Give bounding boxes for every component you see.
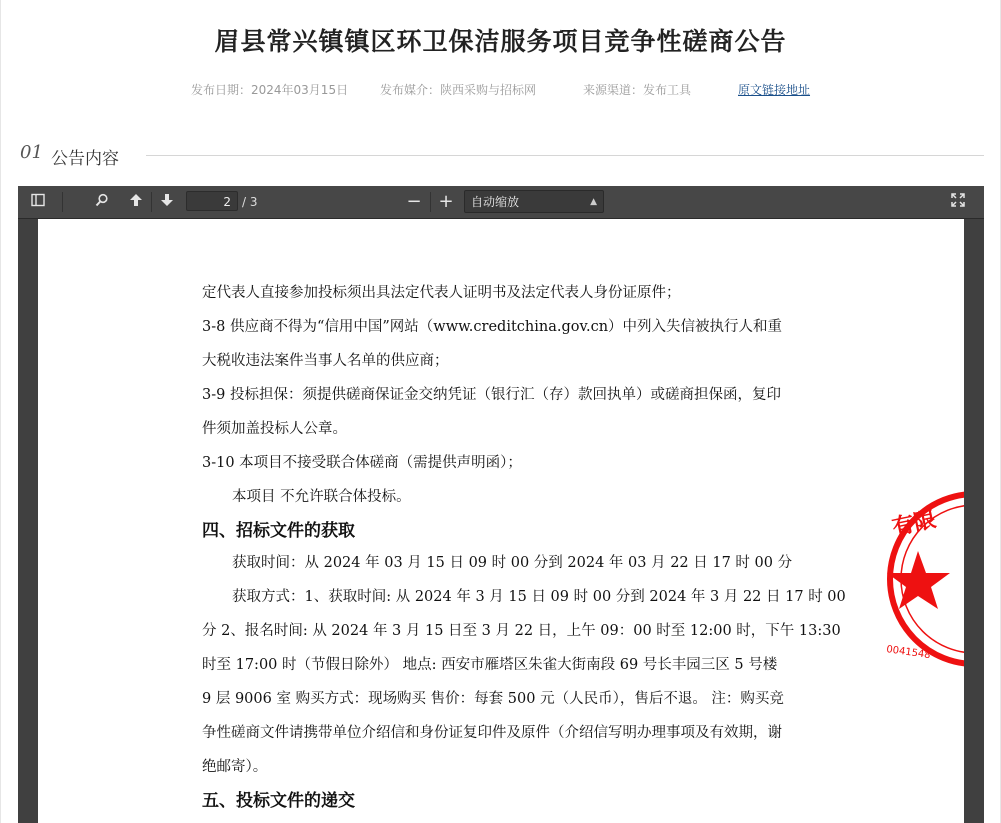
section-divider (146, 155, 984, 156)
section-label: 公告内容 (51, 149, 119, 169)
toolbar-divider (151, 192, 152, 212)
doc-line: 3-10 本项目不接受联合体磋商（需提供声明函）； (202, 455, 522, 471)
doc-line: 3-8 供应商不得为“信用中国”网站（www.creditchina.gov.cn）中列入失信被执行人和重 (202, 319, 783, 335)
toolbar-divider (62, 192, 63, 212)
doc-heading: 五、投标文件的递交 (202, 791, 355, 811)
section-number: 01 (20, 142, 43, 163)
page-title: 眉县常兴镇镇区环卫保洁服务项目竞争性磋商公告 (214, 27, 787, 56)
doc-line: 大税收违法案件当事人名单的供应商； (202, 353, 449, 369)
doc-line: 分 2、报名时间: 从 2024 年 3 月 15 日至 3 月 22 日，上午 09：00 时至 12:00 时，下午 13:30 (202, 623, 841, 639)
zoom-in-button[interactable]: + (438, 191, 454, 212)
pdf-page (38, 219, 964, 823)
doc-line: 时至 17:00 时（节假日除外） 地点: 西安市雁塔区朱雀大街南段 69 号长丰园三区 5 号楼 (202, 657, 778, 673)
original-link[interactable]: 原文链接地址 (738, 83, 811, 97)
doc-line: 本项目 不允许联合体投标。 (232, 489, 411, 505)
publish-media: 发布媒介：陕西采购与招标网 (380, 83, 537, 97)
doc-line: 3-9 投标担保：须提供磋商保证金交纳凭证（银行汇（存）款回执单）或磋商担保函，复印 (202, 387, 781, 403)
doc-heading: 四、招标文件的获取 (202, 521, 355, 541)
pdf-viewer (18, 186, 984, 823)
doc-line: 绝邮寄）。 (202, 759, 268, 775)
seal-number: 0041548 (885, 644, 932, 662)
search-icon[interactable] (91, 191, 113, 213)
select-caret-icon: ▲ (590, 197, 597, 207)
doc-line: 争性磋商文件请携带单位介绍信和身份证复印件及原件（介绍信写明办理事项及有效期，谢 (202, 725, 782, 741)
section-header (20, 142, 984, 169)
sidebar-toggle-icon[interactable] (27, 191, 49, 213)
arrow-down-icon[interactable] (156, 191, 178, 213)
doc-line: 定代表人直接参加投标须出具法定代表人证明书及法定代表人身份证原件； (202, 285, 681, 301)
arrow-up-icon[interactable] (125, 191, 147, 213)
doc-line: 获取时间：从 2024 年 03 月 15 日 09 时 00 分到 2024 年 03 月 22 日 17 时 00 分 (232, 555, 793, 571)
doc-line: 获取方式：1、获取时间: 从 2024 年 3 月 15 日 09 时 00 分到 2024 年 3 月 22 日 17 时 00 (232, 589, 846, 605)
page-border-left (0, 0, 1, 823)
zoom-value: 自动缩放 (471, 195, 520, 209)
zoom-out-button[interactable]: − (406, 191, 422, 212)
publish-date: 发布日期：2024年03月15日 (191, 83, 349, 97)
zoom-select[interactable] (464, 190, 604, 213)
pdf-toolbar (18, 186, 984, 219)
doc-line: 9 层 9006 室 购买方式：现场购买 售价：每套 500 元（人民币），售后不退。 注：购买竞 (202, 691, 784, 707)
source-channel: 来源渠道：发布工具 (583, 83, 692, 97)
doc-line: 件须加盖投标人公章。 (202, 421, 347, 437)
page-number-input[interactable]: 2 (186, 191, 238, 211)
page-total: / 3 (242, 195, 258, 209)
fullscreen-icon[interactable] (947, 191, 969, 213)
toolbar-divider (430, 192, 431, 212)
company-seal-stamp (880, 489, 964, 669)
seal-text: 有限 (890, 507, 939, 541)
